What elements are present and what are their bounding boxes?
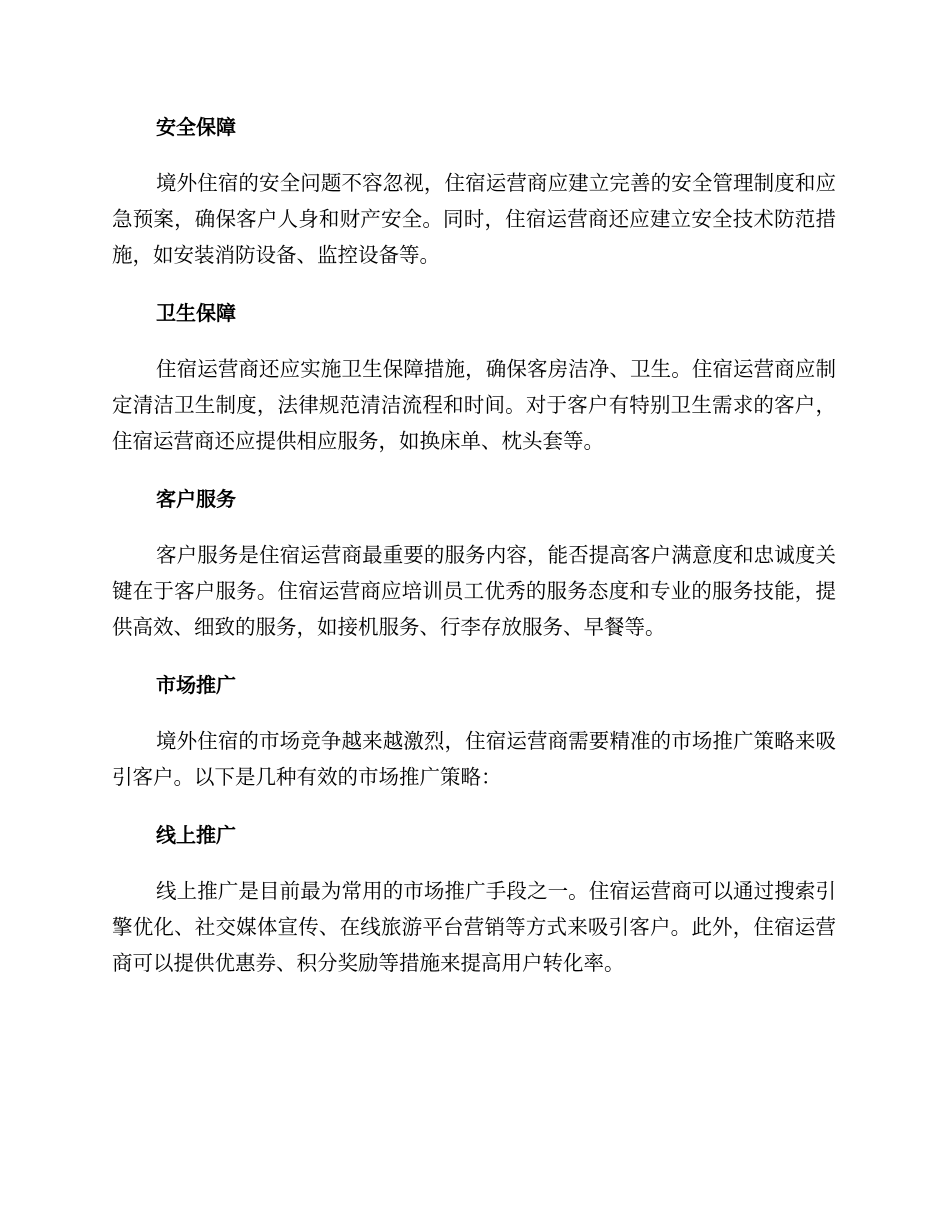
section-hygiene [112, 295, 836, 459]
section-online-promotion [112, 817, 836, 981]
section-heading: 安全保障 [156, 115, 236, 139]
document-page [112, 109, 836, 1003]
section-paragraph: 境外住宿的市场竞争越来越激烈，住宿运营商需要精准的市场推广策略来吸引客户。以下是几种有效的市场推广策略： [112, 729, 836, 789]
section-marketing [112, 667, 836, 795]
section-paragraph: 线上推广是目前最为常用的市场推广手段之一。住宿运营商可以通过搜索引擎优化、社交媒体宣传、在线旅游平台营销等方式来吸引客户。此外，住宿运营商可以提供优惠券、积分奖励等措施来提高用户转化率。 [112, 879, 836, 975]
section-heading: 客户服务 [156, 487, 236, 511]
section-heading: 市场推广 [156, 673, 236, 697]
section-paragraph: 客户服务是住宿运营商最重要的服务内容，能否提高客户满意度和忠诚度关键在于客户服务。住宿运营商应培训员工优秀的服务态度和专业的服务技能，提供高效、细致的服务，如接机服务、行李存放服务、早餐等。 [112, 543, 836, 639]
section-paragraph: 住宿运营商还应实施卫生保障措施，确保客房洁净、卫生。住宿运营商应制定清洁卫生制度，法律规范清洁流程和时间。对于客户有特别卫生需求的客户，住宿运营商还应提供相应服务，如换床单、枕头套等。 [112, 357, 836, 453]
section-paragraph: 境外住宿的安全问题不容忽视，住宿运营商应建立完善的安全管理制度和应急预案，确保客户人身和财产安全。同时，住宿运营商还应建立安全技术防范措施，如安装消防设备、监控设备等。 [112, 171, 836, 267]
section-heading: 卫生保障 [156, 301, 236, 325]
section-heading: 线上推广 [156, 823, 236, 847]
section-safety [112, 109, 836, 273]
section-customer-service [112, 481, 836, 645]
